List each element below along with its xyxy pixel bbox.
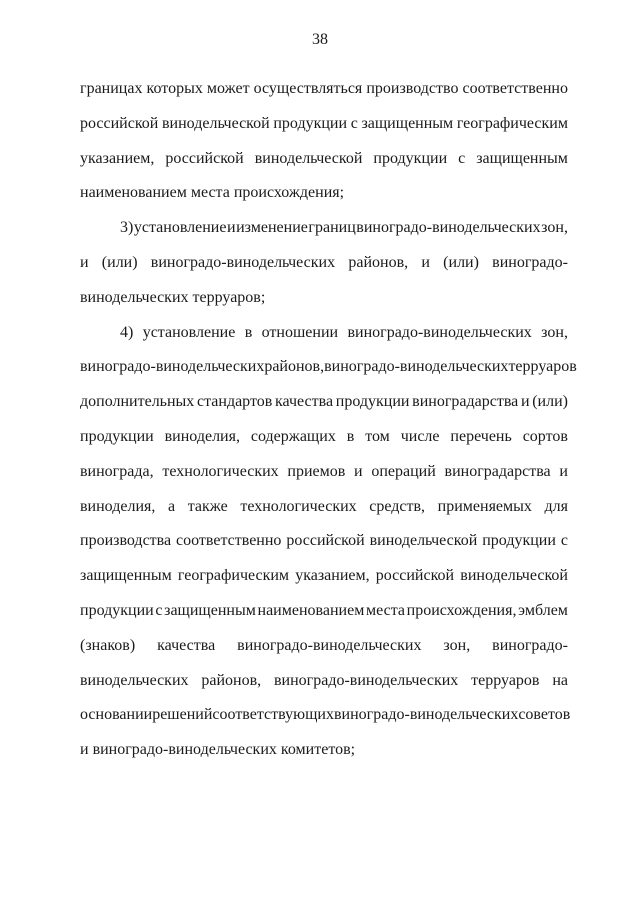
text-line: указанием, российской винодельческой продукции с защищенным [80,149,568,167]
page-number: 38 [312,31,328,48]
text-line: производства соответственно российской винодельческой продукции с [80,532,568,550]
text-line: 4) установление в отношении виноградо-винодельческих зон, [120,323,568,341]
text-line: и (или) виноградо-винодельческих районов, и (или) виноградо- [80,253,568,271]
text-line: винограда, технологических приемов и операций виноградарства и [80,462,568,480]
paragraph [80,316,577,768]
text-line: винодельческих терруаров; [80,288,266,306]
text-line: границах которых может осуществляться производство соответственно [80,80,568,97]
text-line: дополнительных стандартов качества продукции виноградарства и (или) [80,393,568,411]
text-line: виноделия, а также технологических средств, применяемых для [80,497,568,515]
text-line: виноградо-винодельческих районов, виноградо-винодельческих терруаров [80,358,577,376]
text-line: наименованием места происхождения; [80,184,345,202]
text-line: (знаков) качества виноградо-винодельческих зон, виноградо- [80,636,568,654]
text-line: и виноградо-винодельческих комитетов; [80,741,356,759]
document-body [80,72,577,768]
text-line: российской винодельческой продукции с защищенным географическим [80,114,568,132]
text-line: винодельческих районов, виноградо-винодельческих терруаров на [80,671,568,689]
text-line: основании решений соответствующих виноградо-винодельческих советов [80,706,571,724]
text-line: продукции с защищенным наименованием места происхождения, эмблем [80,601,568,619]
text-line: защищенным географическим указанием, российской винодельческой [80,567,568,585]
text-line: продукции виноделия, содержащих в том числе перечень сортов [80,427,568,445]
text-line: 3) установление и изменение границ виноградо-винодельческих зон, [120,219,568,237]
paragraph [80,211,568,315]
paragraph [80,72,568,211]
